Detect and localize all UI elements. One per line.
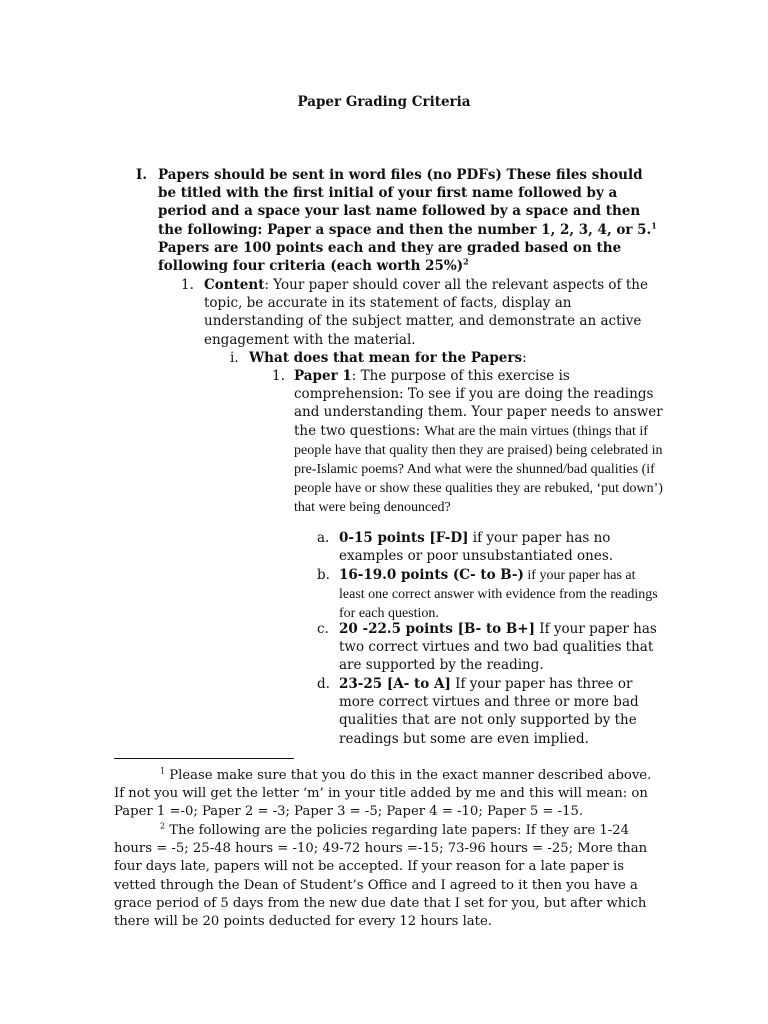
section-one [136,166,658,275]
footnote-2-number: 2 [160,821,166,831]
grade-item-b [317,566,659,623]
footnote-1-text: Please make sure that you do this in the exact manner described above. If not you will get the letter ‘m’ in your title added by me and this will mean: on Paper 1 =-0; Paper 2 = -3; Paper 3 = -5; Paper 4 = -10; Paper 5 = -15. [114,768,652,820]
footnote-separator [114,758,294,759]
grade-text: If your paper has three or more correct virtues and three or more bad qualities that are not only supported by the readings but some are even implied. [339,676,639,747]
grade-marker: c. [317,621,329,637]
meaning-suffix: : [522,350,527,366]
footnote-2-text: The following are the policies regarding late papers: If they are 1-24 hours = -5; 25-48 hours = -10; 49-72 hours =-15; 73-96 hours = -25; More than four days late, papers will not be accepted. If your reason for a late paper is vetted through the Dean of Student’s Office and I agreed to it then you have a grace period of 5 days from the new due date that I set for you, but after which there will be 20 points deducted for every 12 hours late. [114,823,648,930]
grade-marker: d. [317,676,330,692]
page-title: Paper Grading Criteria [297,94,471,110]
grade-label: 23-25 [A- to A] [339,676,451,692]
section-marker: I. [136,167,148,183]
footnote-2 [114,822,654,931]
grade-label: 0-15 points [F-D] [339,530,469,546]
footnote-1 [114,767,654,822]
meaning-label: What does that mean for the Papers [249,350,523,366]
grade-label: 16-19.0 points (C- to B-) [339,567,524,583]
grade-text: if your paper has at least one correct answer with evidence from the readings for each question. [339,568,658,622]
footnote-ref-1[interactable]: 1 [651,220,657,231]
criterion-label: Content [204,277,265,293]
criterion-content [181,276,656,349]
paper-1-description [272,367,664,517]
grade-item-d [317,675,659,748]
grade-item-c [317,620,659,675]
paper-1-marker: 1. [272,368,285,384]
grade-marker: b. [317,567,330,583]
paper-1-label: Paper 1 [294,368,352,384]
grade-label: 20 -22.5 points [B- to B+] [339,621,535,637]
meaning-marker: i. [230,350,239,366]
criterion-marker: 1. [181,277,194,293]
footnote-ref-2[interactable]: 2 [463,256,469,267]
grade-marker: a. [317,530,330,546]
paper-1-questions: What are the main virtues (things that if people have that quality then they are praised) being celebrated in pre-Islamic poems? And what were the shunned/bad qualities (if people have or show these qualities they are rebuked, ‘put down’) that were being denounced? [294,423,663,515]
paper-1-text: : The purpose of this exercise is comprehension: To see if you are doing the readings and understanding them. Your paper needs to answer the two questions: [294,368,663,439]
meaning-heading [230,349,669,367]
criterion-text: : Your paper should cover all the relevant aspects of the topic, be accurate in its statement of facts, display an understanding of the subject matter, and demonstrate an active engagement with the material. [204,277,648,348]
footnote-1-number: 1 [160,766,166,776]
section-text-continued: Papers are 100 points each and they are graded based on the following four criteria (each worth 25%) [158,239,622,275]
grade-item-a [317,529,659,565]
section-text: Papers should be sent in word files (no PDFs) These files should be titled with the first initial of your first name followed by a period and a space your last name followed by a space and then the following: Paper a space and then the number 1, 2, 3, 4, or 5. [158,167,652,238]
grade-text: If your paper has two correct virtues and two bad qualities that are supported by the reading. [339,621,657,674]
grade-text: if your paper has no examples or poor unsubstantiated ones. [339,530,614,565]
